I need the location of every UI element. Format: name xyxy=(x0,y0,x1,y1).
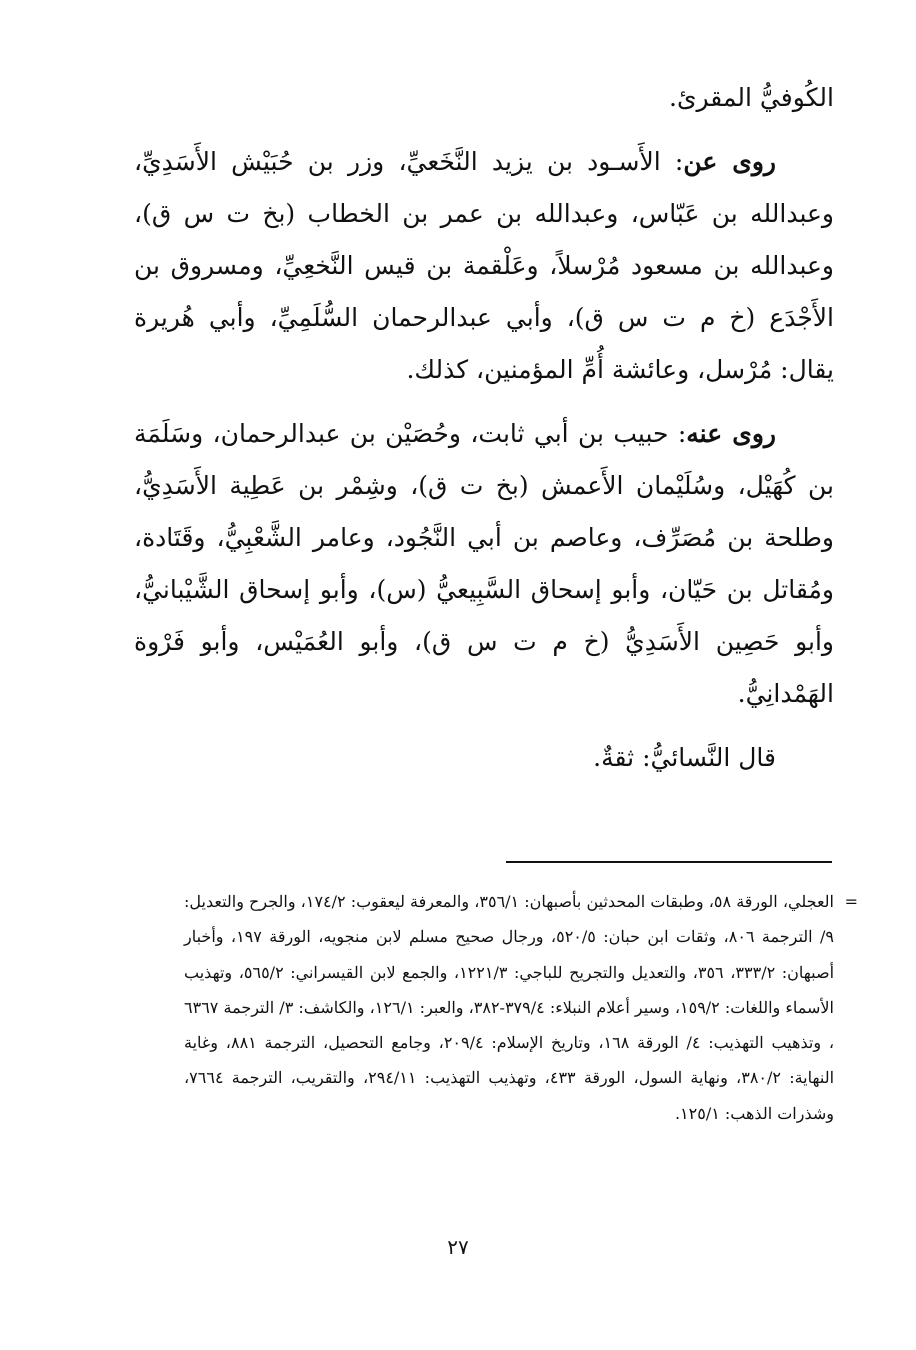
footnote-separator xyxy=(506,861,832,863)
narrated-from-label: روى عن xyxy=(683,147,776,176)
main-text xyxy=(134,72,834,784)
continuation-marker: = xyxy=(844,892,858,911)
narrated-by-label: روى عنه xyxy=(686,419,776,448)
narrated-by-text: : حبيب بن أبي ثابت، وحُصَيْن بن عبدالرحمان، وسَلَمَة بن كُهَيْل، وسُلَيْمان الأَعمش (بخ ت ق)، وشِمْر بن عَطِية الأَسَدِيُّ، وطلحة بن مُصَرِّف، وعاصم بن أبي النَّجُود، وعامر الشَّعْبِيُّ، وقَتَادة، ومُقاتل بن حَيّان، وأبو إسحاق السَّبِيعيُّ (س)، وأبو إسحاق الشَّيْبانيُّ، وأبو حَصِين الأَسَدِيُّ (خ م ت س ق)، وأبو العُمَيْس، وأبو فَرْوة الهَمْدانِيُّ. xyxy=(134,419,834,708)
nasai-verdict: قال النَّسائيُّ: ثقةٌ. xyxy=(593,743,776,772)
narrated-from-paragraph xyxy=(134,136,834,396)
narrated-by-paragraph xyxy=(134,408,834,720)
page-number: ٢٧ xyxy=(447,1235,469,1259)
footnotes xyxy=(184,884,858,1131)
intro-line: الكُوفيُّ المقرئ. xyxy=(669,83,834,112)
footnote-text: العجلي، الورقة ٥٨، وطبقات المحدثين بأصبهان: ٣٥٦/١، والمعرفة ليعقوب: ١٧٤/٢، والجرح والتعديل: ٩/ الترجمة ٨٠٦، وثقات ابن حبان: ٥٢٠/٥، ورجال صحيح مسلم لابن منجويه، الورقة ١٩٧، وأخبار أصبهان: ٣٣٣/٢، ٣٥٦، والتعديل والتجريح للباجي: ١٢٢١/٣، والجمع لابن القيسراني: ٥٦٥/٢، وتهذيب الأسماء واللغات: ١٥٩/٢، وسير أعلام النبلاء: ٣٧٩/٤-٣٨٢، والعبر: ١٢٦/١، والكاشف: ٣/ الترجمة ٦٣٦٧ ، وتذهيب التهذيب: ٤/ الورقة ١٦٨، وتاريخ الإسلام: ٢٠٩/٤، وجامع التحصيل، الترجمة ٨٨١، وغاية النهاية: ٣٨٠/٢، ونهاية السول، الورقة ٤٣٣، وتهذيب التهذيب: ٢٩٤/١١، والتقريب، الترجمة ٧٦٦٤، وشذرات الذهب: ١٢٥/١. xyxy=(184,892,835,1123)
narrated-from-text: : الأَسـود بن يزيد النَّخَعيِّ، وزر بن حُبَيْش الأَسَدِيِّ، وعبدالله بن عَبّاس، وعبدالله بن عمر بن الخطاب (بخ ت س ق)، وعبدالله بن مسعود مُرْسلاً، وعَلْقمة بن قيس النَّخعِيِّ، ومسروق بن الأَجْدَع (خ م ت س ق)، وأبي عبدالرحمان السُّلَمِيِّ، وأبي هُريرة يقال: مُرْسل، وعائشة أُمِّ المؤمنين، كذلك. xyxy=(134,147,834,384)
